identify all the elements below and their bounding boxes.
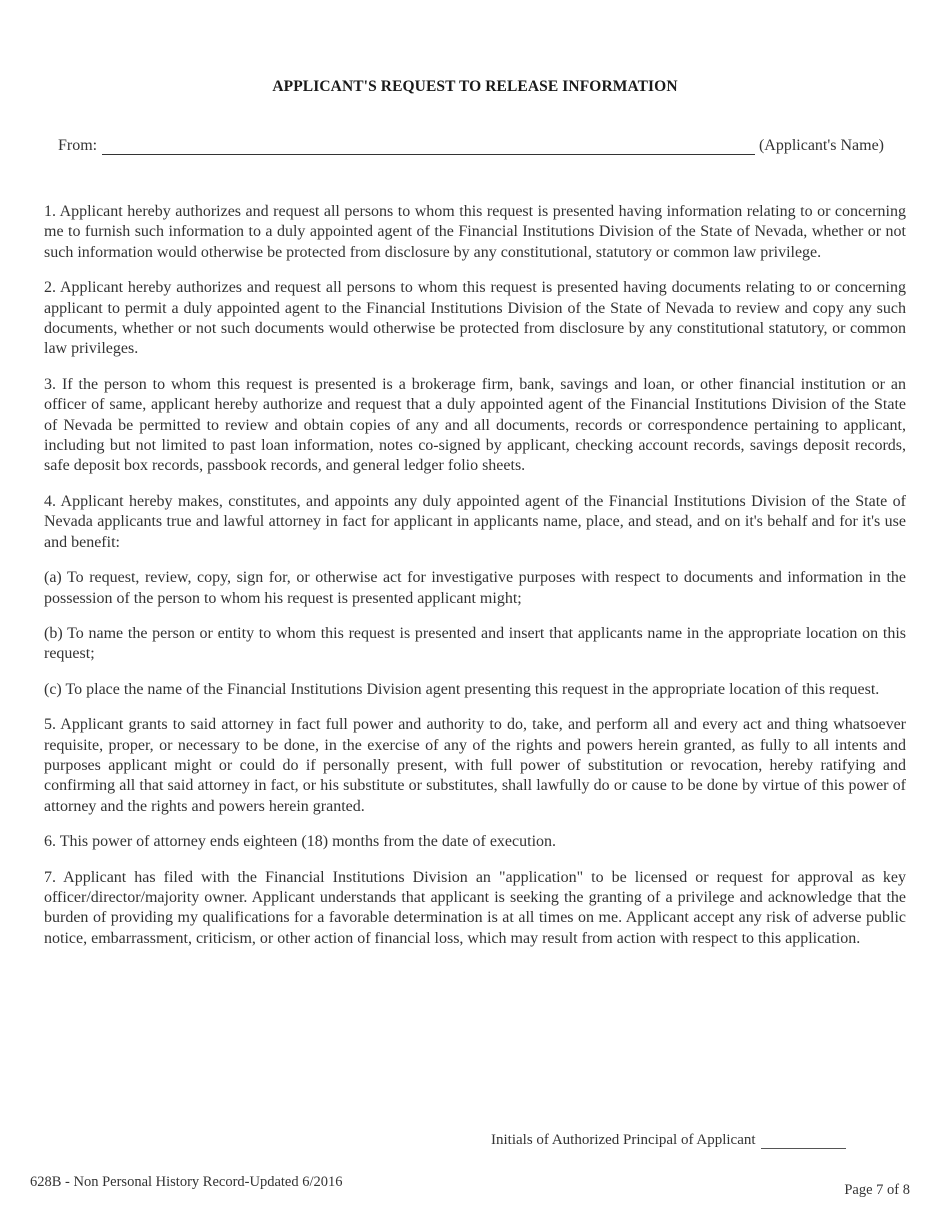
applicant-name-caption: (Applicant's Name) <box>758 137 884 154</box>
from-field-row <box>58 133 884 155</box>
from-label: From: <box>58 137 98 154</box>
paragraph-4a: (a) To request, review, copy, sign for, or otherwise act for investigative purposes with respect to documents and information in the possession of the person to whom his request is presented applicant might; <box>44 569 906 607</box>
initials-row <box>491 1132 846 1149</box>
paragraph-4b: (b) To name the person or entity to whom this request is presented and insert that applicants name in the appropriate location on this request; <box>44 624 906 663</box>
document-title: APPLICANT'S REQUEST TO RELEASE INFORMATION <box>272 78 678 95</box>
paragraph-1: 1. Applicant hereby authorizes and request all persons to whom this request is presented having information relating to or concerning me to furnish such information to a duly appointed agent of the Financial Institutions Division of the State of Nevada, whether or not such information would otherwise be protected from disclosure by any constitutional, statutory or common law privilege. <box>44 203 906 261</box>
paragraph-3: 3. If the person to whom this request is presented is a brokerage firm, bank, savings and loan, or other financial institution or an officer of same, applicant hereby authorize and request that a duly appointed agent of the Financial Institutions Division of the State of Nevada be permitted to review and obtain copies of any and all documents, records or correspondence pertaining to applicant, including but not limited to past loan information, notes co-signed by applicant, checking account records, savings deposit records, safe deposit box records, passbook records, and general ledger folio sheets. <box>44 375 906 475</box>
initials-blank[interactable] <box>761 1136 846 1149</box>
form-footer-id: 628B - Non Personal History Record-Updated 6/2016 <box>30 1174 343 1190</box>
initials-label: Initials of Authorized Principal of Applicant <box>491 1132 756 1148</box>
paragraph-7: 7. Applicant has filed with the Financial Institutions Division an "application" to be licensed or request for approval as key officer/director/majority owner. Applicant understands that applicant is seeking the granting of a privilege and acknowledge that the burden of providing my qualifications for a favorable determination is at all times on me. Applicant accept any risk of adverse public notice, embarrassment, criticism, or other action of financial loss, which may result from action with respect to this application. <box>44 868 906 947</box>
paragraph-4: 4. Applicant hereby makes, constitutes, and appoints any duly appointed agent of the Financial Institutions Division of the State of Nevada applicants true and lawful attorney in fact for applicant in applicants name, place, and stead, and on it's behalf and for it's use and benefit: <box>44 492 906 551</box>
applicant-name-blank[interactable] <box>102 139 755 155</box>
paragraph-4c: (c) To place the name of the Financial Institutions Division agent presenting this request in the appropriate location of this request. <box>44 680 880 698</box>
paragraph-2: 2. Applicant hereby authorizes and request all persons to whom this request is presented having documents relating to or concerning applicant to permit a duly appointed agent to the Financial Institutions Division of the State of Nevada to review and copy any such documents, whether or not such documents would otherwise be protected from disclosure by any constitutional statutory, or common law privileges. <box>44 279 906 358</box>
paragraph-6: 6. This power of attorney ends eighteen (18) months from the date of execution. <box>44 833 557 851</box>
authorization-body <box>44 202 906 964</box>
page-number: Page 7 of 8 <box>844 1182 910 1198</box>
paragraph-5: 5. Applicant grants to said attorney in fact full power and authority to do, take, and perform all and every act and thing whatsoever requisite, proper, or necessary to be done, in the exercise of any of the rights and powers herein granted, as fully to all intents and purposes applicant might or could do if personally present, with full power of substitution or revocation, hereby ratifying and confirming all that said attorney in fact, or his substitute or substitutes, shall lawfully do or cause to be done by virtue of this power of attorney and the rights and powers herein granted. <box>44 716 906 815</box>
